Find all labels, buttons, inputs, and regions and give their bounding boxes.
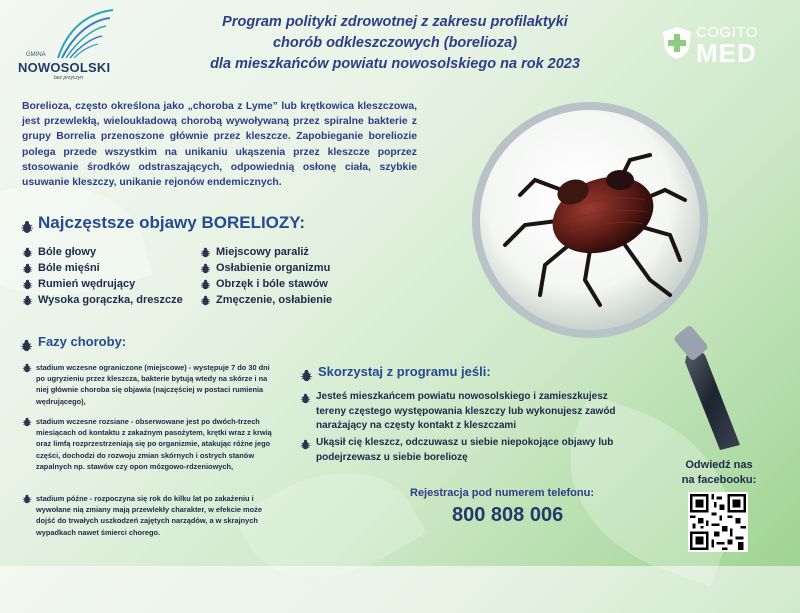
title-line: Program polityki zdrowotnej z zakresu profilaktyki <box>222 14 568 30</box>
phone-number[interactable]: 800 808 006 <box>452 504 564 526</box>
registration-label: Rejestracja pod numerem telefonu: <box>410 487 594 499</box>
symptom-item <box>200 244 332 260</box>
symptom-text: Zmęczenie, osłabienie <box>216 294 333 306</box>
tick-bullet-icon <box>300 369 313 382</box>
program-item <box>300 390 630 434</box>
symptom-text: Wysoka gorączka, dreszcze <box>38 294 183 306</box>
facebook-callout <box>664 458 774 488</box>
facebook-line: na facebooku: <box>681 474 757 486</box>
tick-bullet-icon <box>20 220 34 234</box>
logo-swirl-icon <box>48 8 118 60</box>
symptom-item <box>200 292 332 308</box>
powiat-logo <box>18 8 128 88</box>
shield-cross-icon <box>662 26 692 60</box>
phase-text: stadium wczesne rozsiane - obserwowane jest po dwóch-trzech miesiącach od kontaktu z zakaźnym pasożytem, krętki wraz z krwią oraz limfą rozprzestrzeniają się po organizmie, atakując różne jego części, dochodzi do rozwoju zmian skórnych i ostrych stanów zapalnych np. stawów czy opon mózgowo-rdzeniowych, <box>36 417 272 471</box>
tick-bullet-icon <box>200 279 211 290</box>
symptom-text: Rumień wędrujący <box>38 278 136 290</box>
logo-cogito-text: COGITO <box>696 24 758 41</box>
cogitomed-logo <box>662 22 782 70</box>
title-line: dla mieszkańców powiatu nowosolskiego na rok 2023 <box>210 56 580 72</box>
symptom-text: Miejscowy paraliż <box>216 246 309 258</box>
program-item <box>300 436 630 465</box>
tick-bullet-icon <box>200 263 211 274</box>
symptoms-list-right <box>200 244 332 308</box>
symptom-text: Osłabienie organizmu <box>216 262 331 274</box>
tick-bullet-icon <box>22 279 33 290</box>
logo-med-text: MED <box>696 38 757 68</box>
tick-bullet-icon <box>22 494 32 504</box>
symptom-item <box>200 276 332 292</box>
logo-name-text: NOWOSOLSKI <box>18 60 111 75</box>
intro-paragraph: Borelioza, często określona jako „choroba z Lyme” lub krętkowica kleszczowa, jest przewlekłą, wieloukładową chorobą wywoływaną przez spiralne bakterie z grupy Borrelia przenoszone głównie przez kleszcze. Zapobieganie boreliozie polega przede wszystkim na unikaniu ukąszenia przez kleszcze poprzez stosowanie środków odstraszających, odpowiednią osłonę ciała, szybkie usuwanie kleszczy, unikanie rejonów endemicznych. <box>22 101 417 189</box>
tick-bullet-icon <box>22 417 32 427</box>
page-title <box>170 12 620 75</box>
program-text: Jesteś mieszkańcem powiatu nowosolskiego i zamieszkujesz tereny częstego występowania kleszczy lub wykonujesz zawód narażający na częsty kontakt z kleszczami <box>316 391 616 431</box>
phase-text: stadium późne - rozpoczyna się rok do kilku lat po zakażeniu i wywołane nią zmiany mają przewlekły charakter, w efekcie może dojść do trwałych uszkodzeń zajętych narządów, a w skrajnych wypadkach nawet śmierci chorego. <box>36 494 262 537</box>
program-title: Skorzystaj z programu jeśli: <box>318 364 491 379</box>
tick-bullet-icon <box>22 247 33 258</box>
tick-bullet-icon <box>20 339 33 352</box>
facebook-line: Odwiedź nas <box>685 459 753 471</box>
symptom-text: Bóle mięśni <box>38 262 100 274</box>
phase-item <box>22 362 272 407</box>
title-line: chorób odkleszczowych (borelioza) <box>272 35 518 51</box>
symptom-item <box>22 260 183 276</box>
program-text: Ukąsił cię kleszcz, odczuwasz u siebie niepokojące objawy lub podejrzewasz u siebie boreliozę <box>316 437 614 463</box>
phase-item <box>22 493 272 538</box>
symptom-text: Bóle głowy <box>38 246 97 258</box>
symptom-item <box>22 292 183 308</box>
tick-bullet-icon <box>300 393 311 404</box>
phase-item <box>22 416 272 472</box>
tick-bullet-icon <box>200 295 211 306</box>
symptoms-title: Najczęstsze objawy BORELIOZY: <box>38 213 306 232</box>
logo-tagline-text: bez przyczyn <box>54 75 84 81</box>
tick-bullet-icon <box>22 363 32 373</box>
symptom-text: Obrzęk i bóle stawów <box>216 278 328 290</box>
tick-bullet-icon <box>200 247 211 258</box>
symptom-item <box>200 260 332 276</box>
symptoms-list-left <box>22 244 183 308</box>
tick-bullet-icon <box>300 439 311 450</box>
qr-code-icon[interactable] <box>688 492 748 552</box>
tick-bullet-icon <box>22 263 33 274</box>
symptom-item <box>22 276 183 292</box>
phases-title: Fazy choroby: <box>38 334 127 349</box>
logo-gmina-text: GMINA <box>26 52 46 58</box>
tick-bullet-icon <box>22 295 33 306</box>
symptom-item <box>22 244 183 260</box>
phase-text: stadium wczesne ograniczone (miejscowe) - występuje 7 do 30 dni po ugryzieniu przez kleszcza, bakterie bytują wtedy na skórze i na niej głównie choroba się objawia (najczęściej w postaci rumienia wędrującego), <box>36 363 270 406</box>
